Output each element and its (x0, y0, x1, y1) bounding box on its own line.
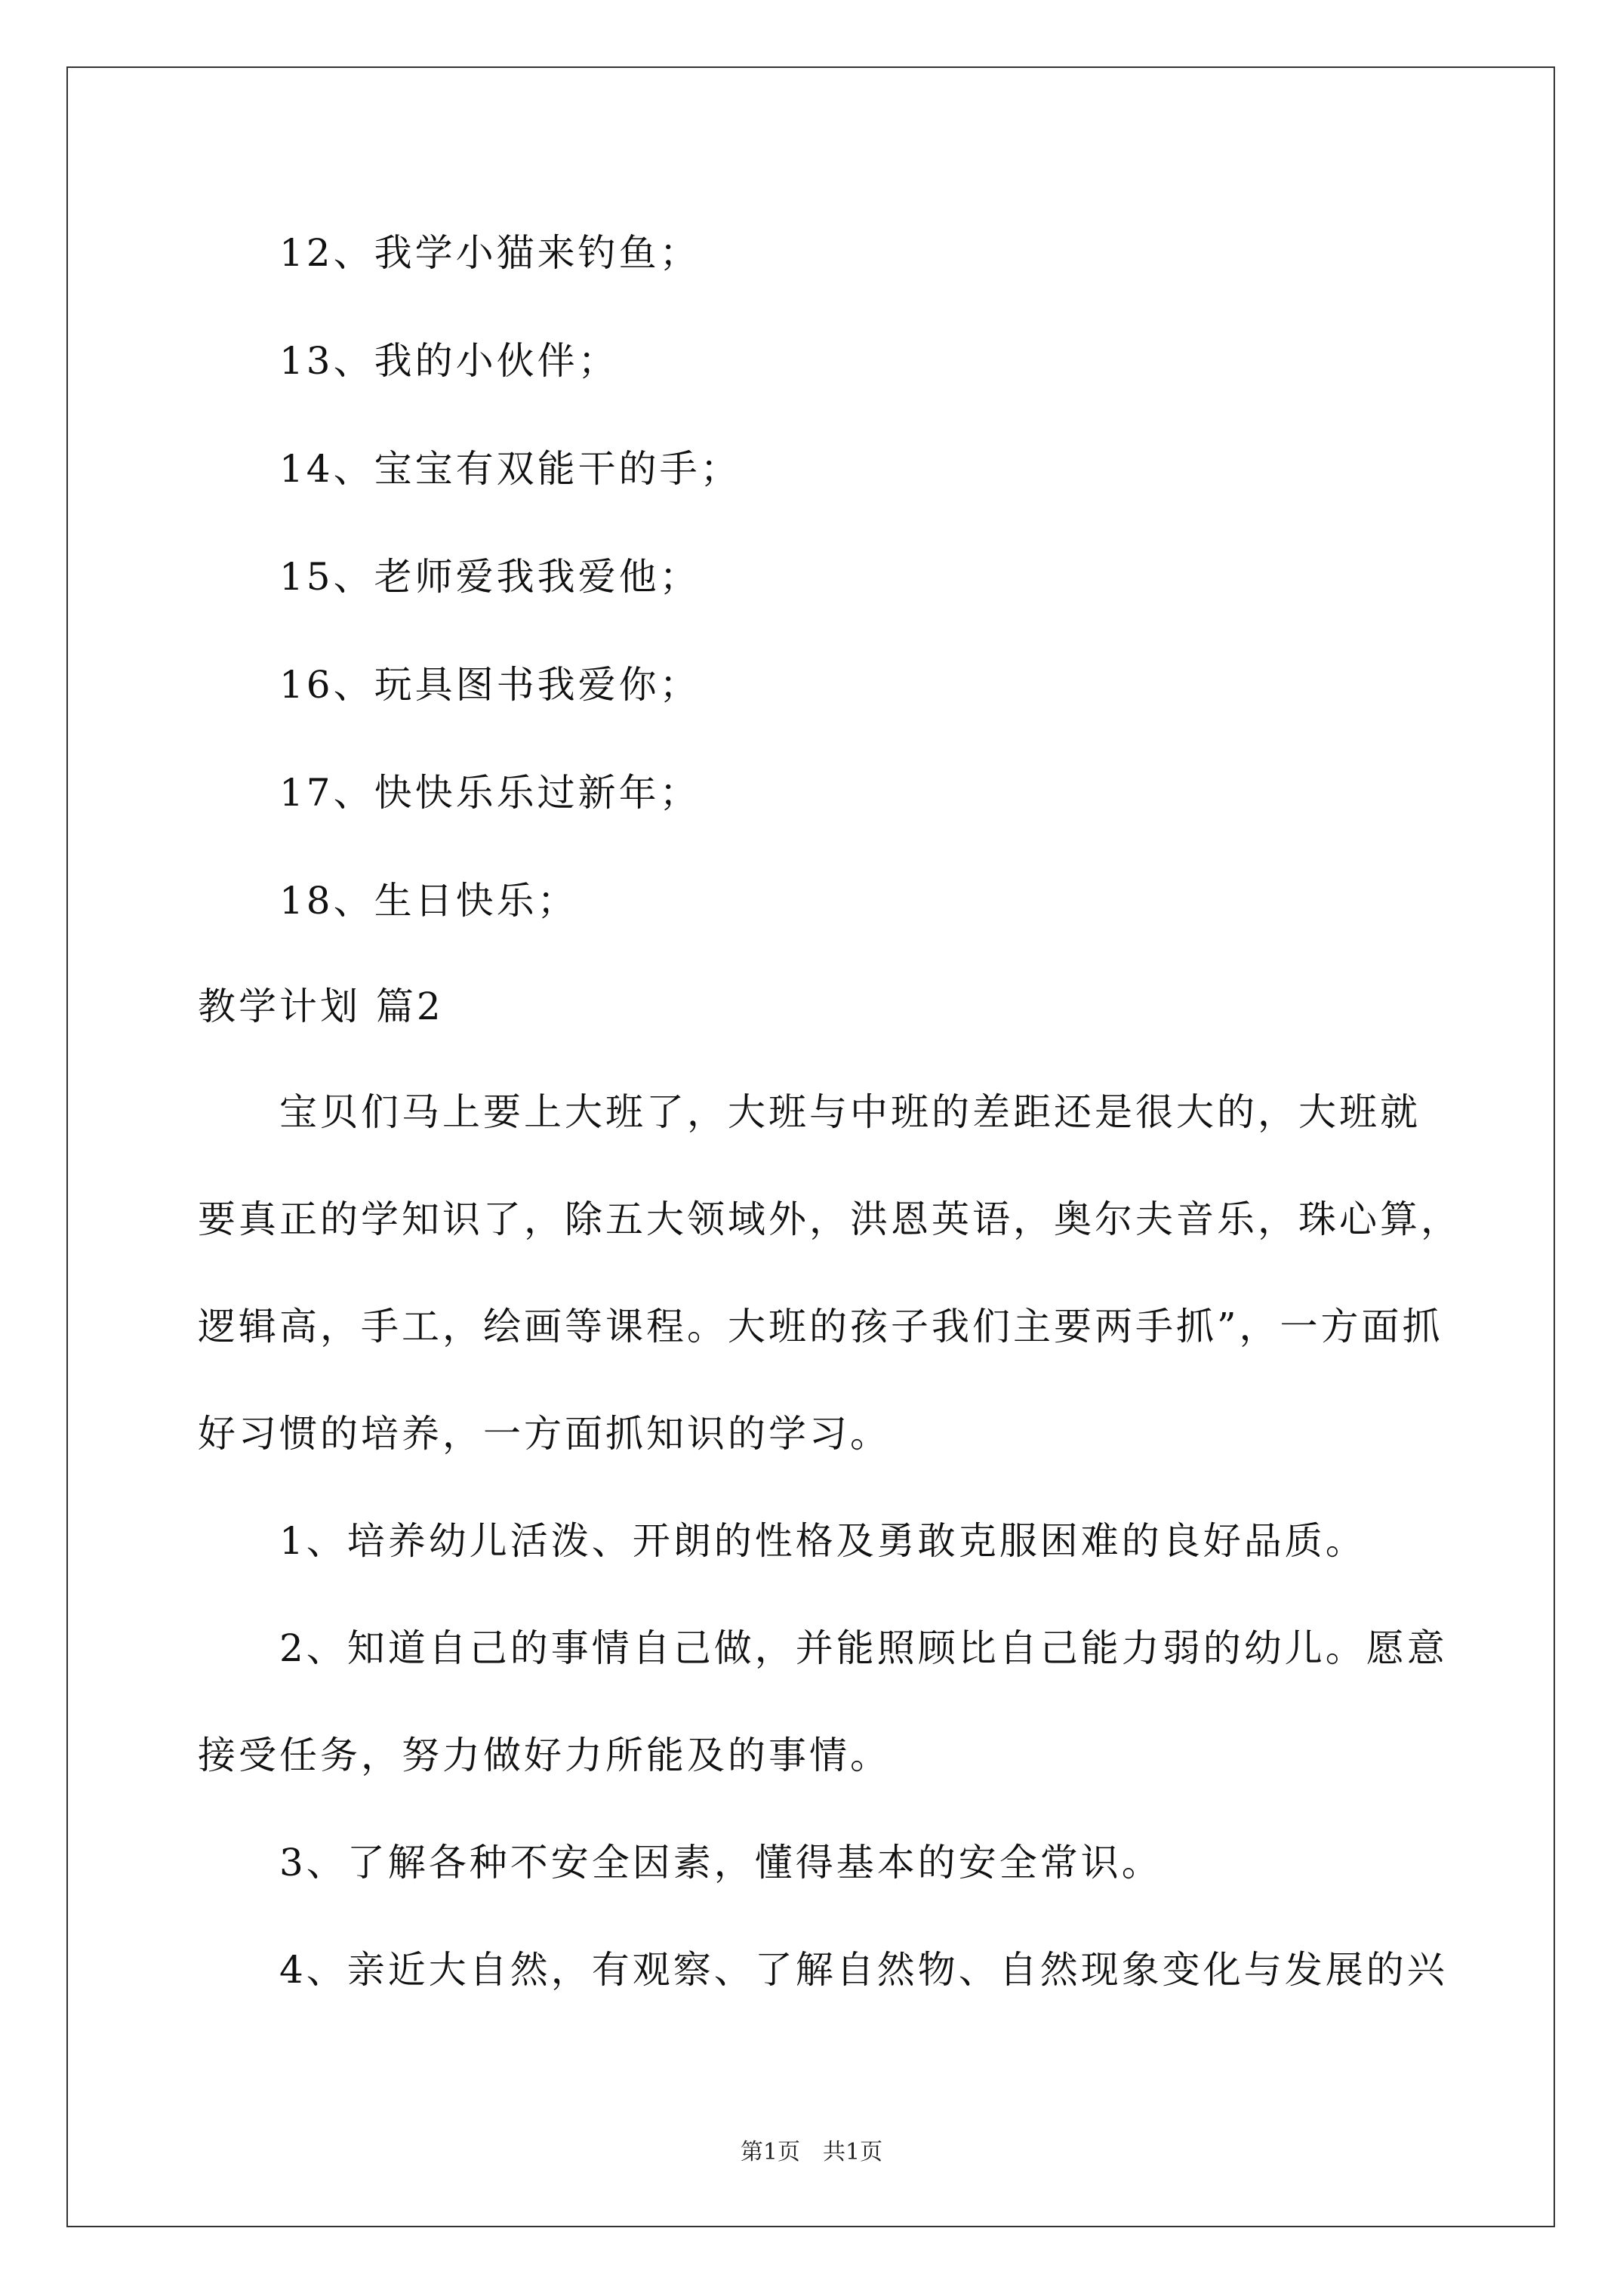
goal-item: 4、亲近大自然，有观察、了解自然物、自然现象变化与发展的兴 (279, 1948, 1448, 1992)
list-item: 16、玩具图书我爱你； (279, 663, 701, 707)
goal-item: 2、知道自己的事情自己做，并能照顾比自己能力弱的幼儿。愿意 (279, 1626, 1448, 1670)
paragraph-line: 要真正的学知识了，除五大领域外，洪恩英语，奥尔夫音乐，珠心算， (198, 1197, 1461, 1241)
list-item: 18、生日快乐； (279, 879, 578, 923)
paragraph-line: 宝贝们马上要上大班了，大班与中班的差距还是很大的，大班就 (279, 1090, 1421, 1134)
goal-item: 1、培养幼儿活泼、开朗的性格及勇敢克服困难的良好品质。 (279, 1519, 1366, 1563)
list-item: 13、我的小伙伴； (279, 339, 619, 383)
list-item: 12、我学小猫来钓鱼； (279, 231, 701, 275)
paragraph-line: 逻辑高，手工，绘画等课程。大班的孩子我们主要两手抓”，一方面抓 (198, 1305, 1443, 1348)
list-item: 14、宝宝有双能干的手； (279, 447, 741, 491)
list-item: 17、快快乐乐过新年； (279, 771, 701, 815)
section-heading: 教学计划 篇2 (198, 985, 444, 1028)
page-border (66, 66, 1555, 2227)
goal-item-continuation: 接受任务，努力做好力所能及的事情。 (198, 1734, 891, 1777)
list-item: 15、老师爱我我爱他； (279, 555, 701, 599)
goal-item: 3、了解各种不安全因素，懂得基本的安全常识。 (279, 1841, 1163, 1885)
paragraph-line: 好习惯的培养，一方面抓知识的学习。 (198, 1412, 891, 1456)
page-footer: 第1页 共1页 (740, 2139, 883, 2165)
